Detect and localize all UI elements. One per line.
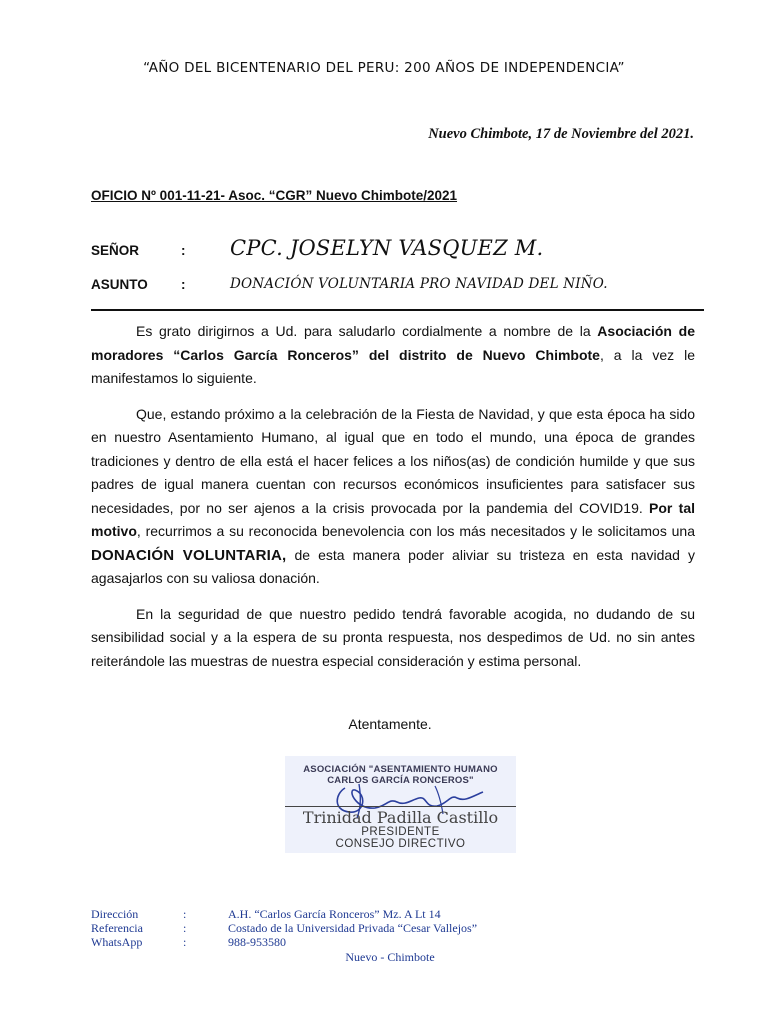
letter-body [91,320,695,685]
signer-council: CONSEJO DIRECTIVO [335,838,466,850]
footer-row-address [91,907,691,921]
document-motto: “AÑO DEL BICENTENARIO DEL PERU: 200 AÑOS DE INDEPENDENCIA” [143,60,625,76]
signer-role: PRESIDENTE [361,826,440,838]
paragraph-1 [91,320,695,391]
paragraph-2-middle: , recurrimos a su reconocida benevolencia con los más necesitados y le solicitamos una [136,523,695,539]
paragraph-2-text: Que, estando próximo a la celebración de la Fiesta de Navidad, y que esta época ha sido en nuestro Asentamiento Humano, al igual que en todo el mundo, una época de grandes tradiciones y dentro de ella está el hacer felices a los niños(as) de condición humilde y que sus padres de igual manera cuentan con recursos económicos insuficientes para satisfacer sus necesidades, por no ser ajenos a la crisis provocada por la pandemia del COVID19. [91,405,695,516]
footer-colon: : [183,921,187,935]
asunto-colon: : [181,277,186,292]
stamp-signature-line [285,806,516,807]
oficio-reference: OFICIO Nº 001-11-21- Asoc. “CGR” Nuevo Chimbote/2021 [91,188,458,203]
footer-label: WhatsApp [91,935,143,949]
footer-contact [91,907,691,949]
paragraph-2-end: de esta manera poder aliviar su tristeza en esta navidad y agasajarlos con su valiosa donación. [91,546,696,586]
footer-label: Referencia [91,921,143,935]
footer-colon: : [183,907,187,921]
footer-value: Costado de la Universidad Privada “Cesar Vallejos” [228,921,478,935]
footer-colon: : [183,935,187,949]
paragraph-1-text: Es grato dirigirnos a Ud. para saludarlo cordialmente a nombre de la [136,323,598,339]
footer-label: Dirección [91,907,139,921]
paragraph-1-end: , a la vez le manifestamos lo siguiente. [91,346,695,386]
por-tal-motivo: Por tal motivo [91,499,695,539]
paragraph-3: En la seguridad de que nuestro pedido tendrá favorable acogida, no dudando de su sensibilidad social y a la espera de su pronta respuesta, nos despedimos de Ud. no sin antes reiterándole las muestras de nuestra especial consideración y estima personal. [91,605,695,669]
closing-salutation: Atentamente. [348,716,432,732]
footer-row-whatsapp [91,935,691,949]
association-name: Asociación de moradores “Carlos García Ronceros” del distrito de Nuevo Chimbote [91,323,695,363]
footer-city: Nuevo - Chimbote [345,950,435,964]
recipient-name: CPC. JOSELYN VASQUEZ M. [230,236,544,260]
stamp-association-name: CARLOS GARCÍA RONCEROS" [327,775,474,786]
footer-value: 988-953580 [228,935,286,949]
header-divider [91,309,704,311]
footer-row-reference [91,921,691,935]
paragraph-2 [91,403,695,591]
footer-value: A.H. “Carlos García Ronceros” Mz. A Lt 14 [228,907,441,921]
senor-colon: : [181,243,186,258]
signature-stamp [285,756,516,853]
signer-name: Trinidad Padilla Castillo [302,808,499,827]
donation-highlight: DONACIÓN VOLUNTARIA, [91,546,287,564]
stamp-association-line: ASOCIACIÓN "ASENTAMIENTO HUMANO [303,764,498,775]
subject-line: DONACIÓN VOLUNTARIA PRO NAVIDAD DEL NIÑO. [230,276,608,292]
senor-label: SEÑOR [91,243,140,258]
asunto-label: ASUNTO [91,277,148,292]
place-date: Nuevo Chimbote, 17 de Noviembre del 2021. [428,126,694,142]
